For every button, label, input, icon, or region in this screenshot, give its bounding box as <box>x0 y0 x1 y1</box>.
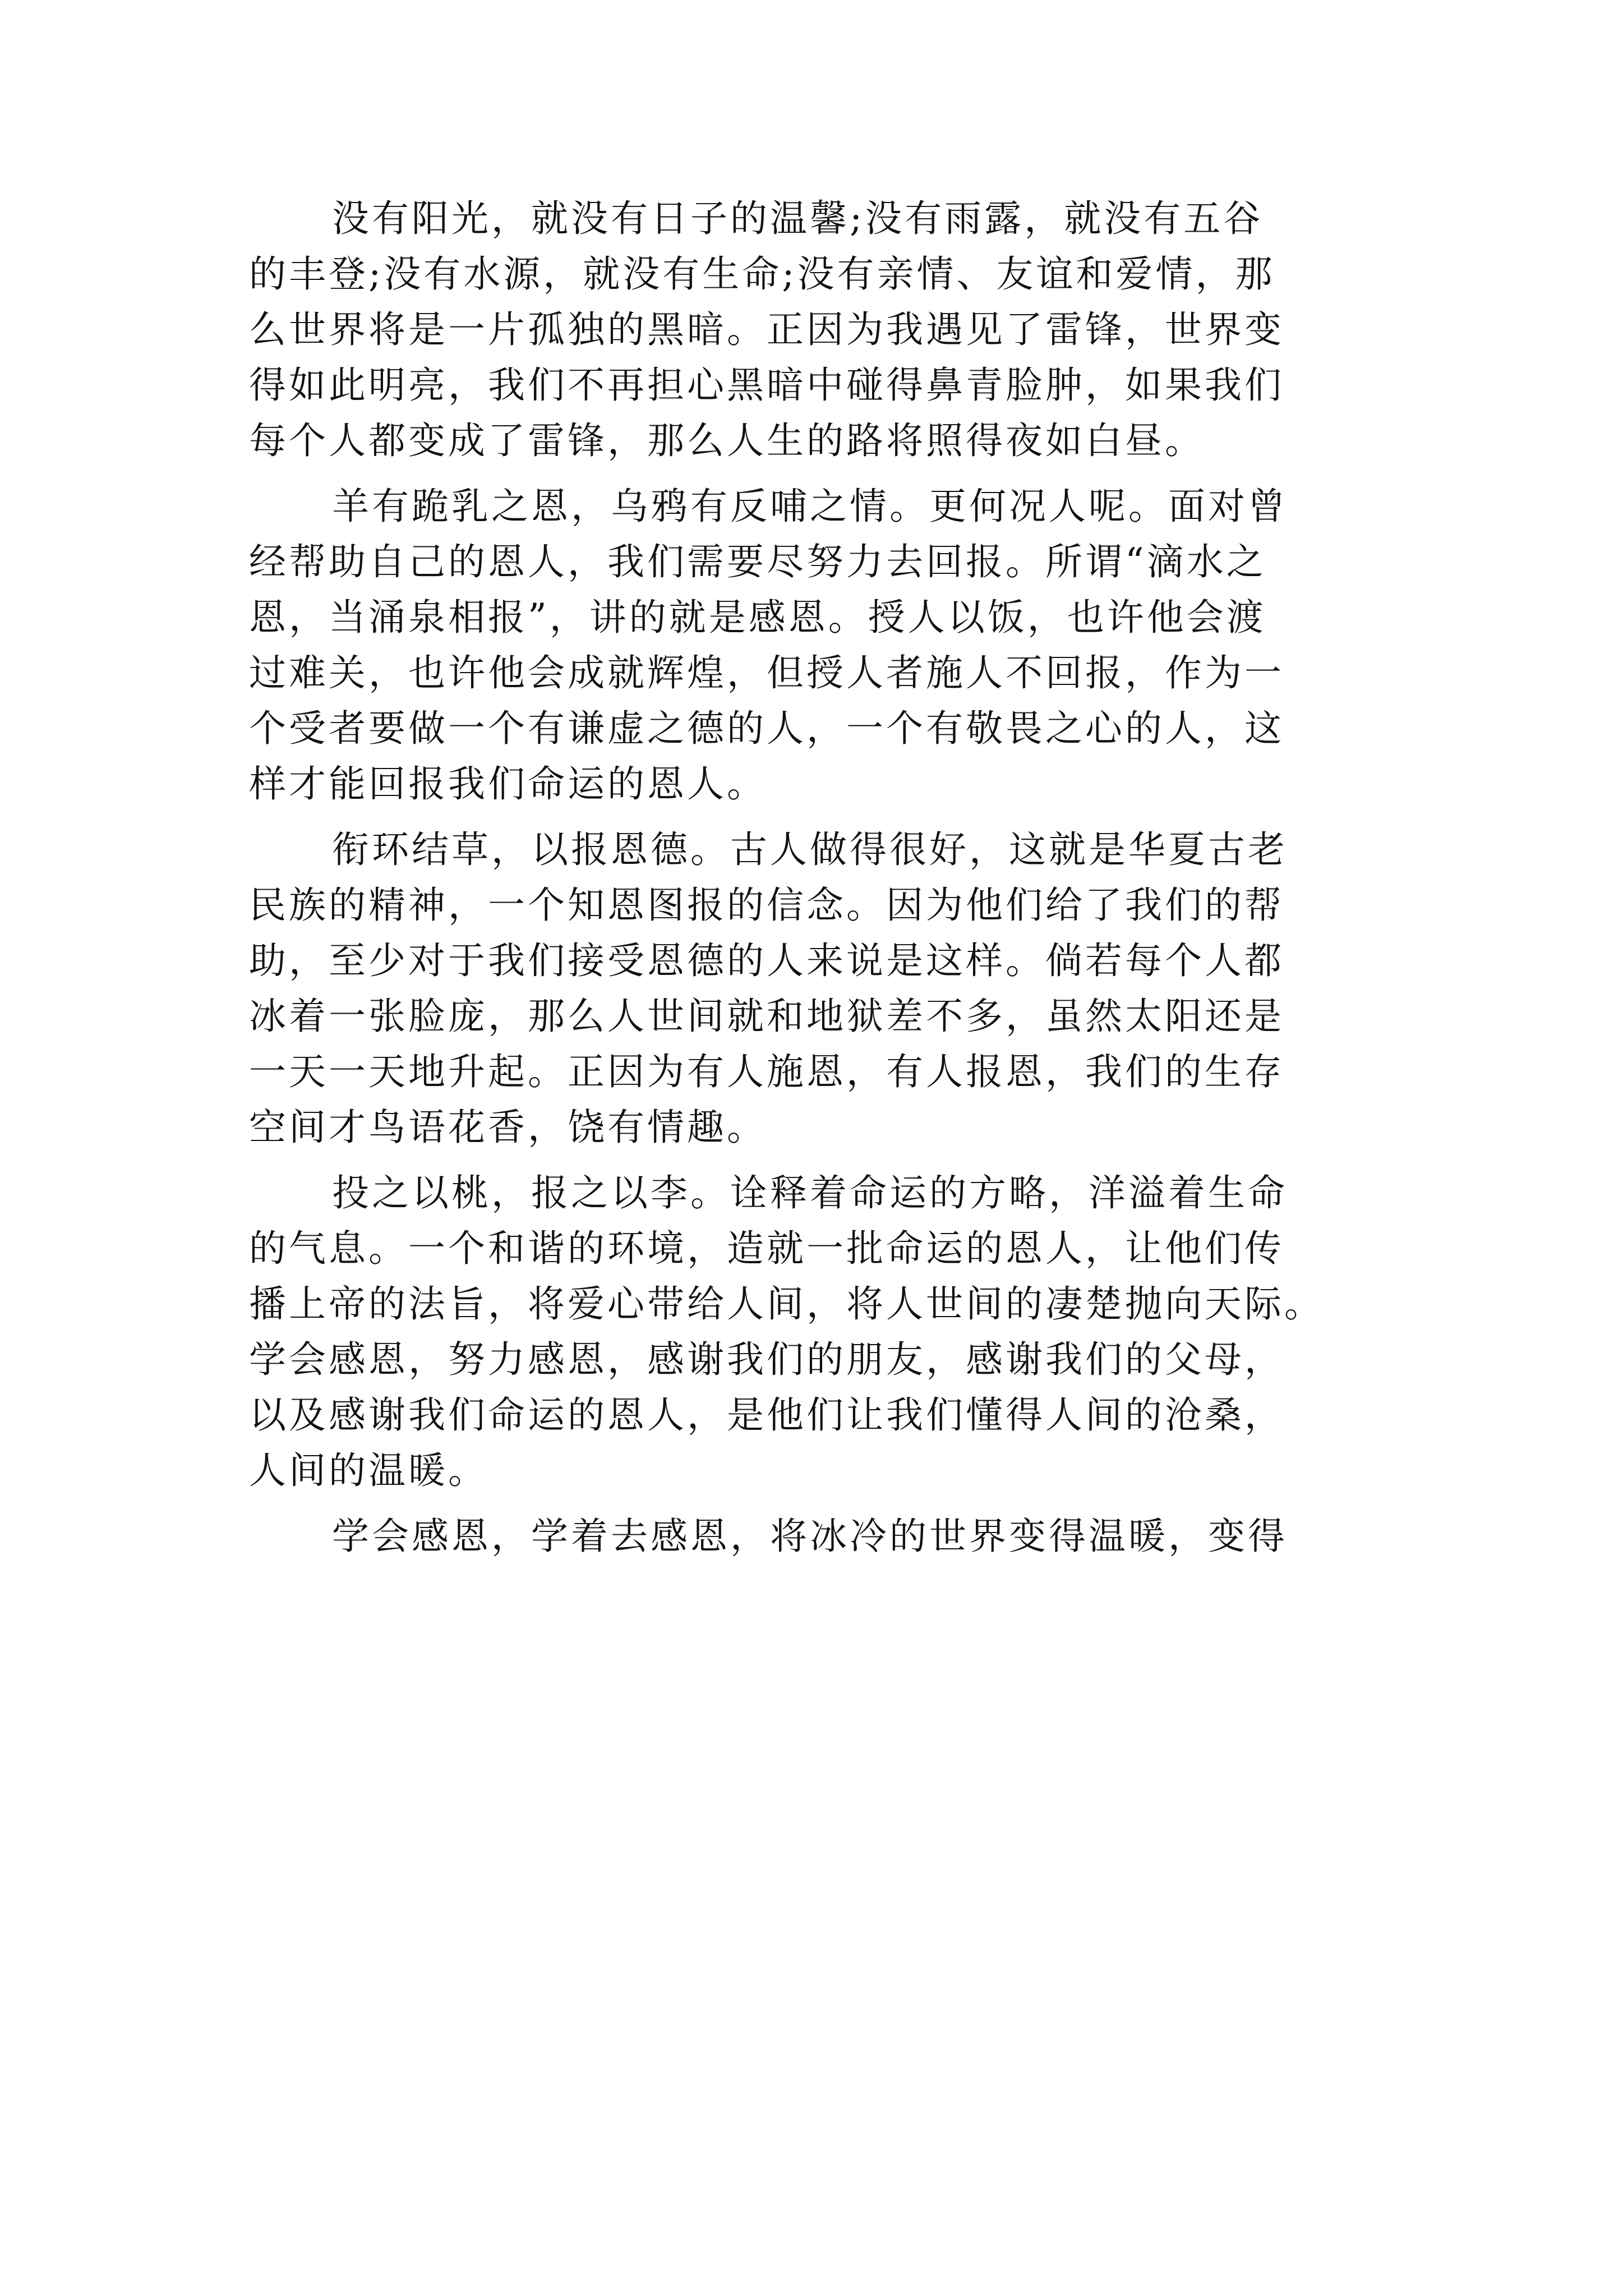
text-line: 的丰登;没有水源，就没有生命;没有亲情、友谊和爱情，那 <box>249 252 1275 296</box>
text-line: 没有阳光，就没有日子的温馨;没有雨露，就没有五谷 <box>332 197 1264 240</box>
paragraph <box>249 191 1376 468</box>
text-line: 以及感谢我们命运的恩人，是他们让我们懂得人间的沧桑， <box>249 1393 1284 1437</box>
document-body <box>249 191 1376 1564</box>
text-line: 每个人都变成了雷锋，那么人生的路将照得夜如白昼。 <box>249 419 1205 462</box>
text-line: 衔环结草，以报恩德。古人做得很好，这就是华夏古老 <box>332 828 1288 871</box>
text-line: 投之以桃，报之以李。诠释着命运的方略，洋溢着生命 <box>332 1171 1288 1214</box>
text-line: 经帮助自己的恩人，我们需要尽努力去回报。所谓“滴水之 <box>249 540 1266 583</box>
text-line: 冰着一张脸庞，那么人世间就和地狱差不多，虽然太阳还是 <box>249 995 1284 1038</box>
paragraph <box>249 822 1376 1155</box>
text-line: 恩，当涌泉相报”，讲的就是感恩。授人以饭，也许他会渡 <box>249 596 1266 639</box>
text-line: 得如此明亮，我们不再担心黑暗中碰得鼻青脸肿，如果我们 <box>249 364 1284 407</box>
text-line: 羊有跪乳之恩，乌鸦有反哺之情。更何况人呢。面对曾 <box>332 485 1288 528</box>
text-line: 么世界将是一片孤独的黑暗。正因为我遇见了雷锋，世界变 <box>249 308 1284 351</box>
text-line: 的气息。一个和谐的环境，造就一批命运的恩人，让他们传 <box>249 1227 1284 1270</box>
text-line: 学会感恩，学着去感恩，将冰冷的世界变得温暖，变得 <box>332 1515 1288 1558</box>
text-line: 个受者要做一个有谦虚之德的人，一个有敬畏之心的人，这 <box>249 707 1284 750</box>
paragraph <box>249 478 1376 812</box>
text-line: 人间的温暖。 <box>249 1449 488 1492</box>
paragraph <box>249 1508 1376 1564</box>
text-line: 样才能回报我们命运的恩人。 <box>249 762 767 806</box>
text-line: 一天一天地升起。正因为有人施恩，有人报恩，我们的生存 <box>249 1050 1284 1093</box>
text-line: 民族的精神，一个知恩图报的信念。因为他们给了我们的帮 <box>249 884 1284 927</box>
text-line: 过难关，也许他会成就辉煌，但授人者施人不回报，作为一 <box>249 651 1284 694</box>
text-line: 播上帝的法旨，将爱心带给人间，将人世间的凄楚抛向天际。 <box>249 1282 1324 1326</box>
text-line: 学会感恩，努力感恩，感谢我们的朋友，感谢我们的父母， <box>249 1338 1284 1381</box>
paragraph <box>249 1165 1376 1498</box>
text-line: 空间才鸟语花香，饶有情趣。 <box>249 1106 767 1149</box>
text-line: 助，至少对于我们接受恩德的人来说是这样。倘若每个人都 <box>249 939 1284 982</box>
